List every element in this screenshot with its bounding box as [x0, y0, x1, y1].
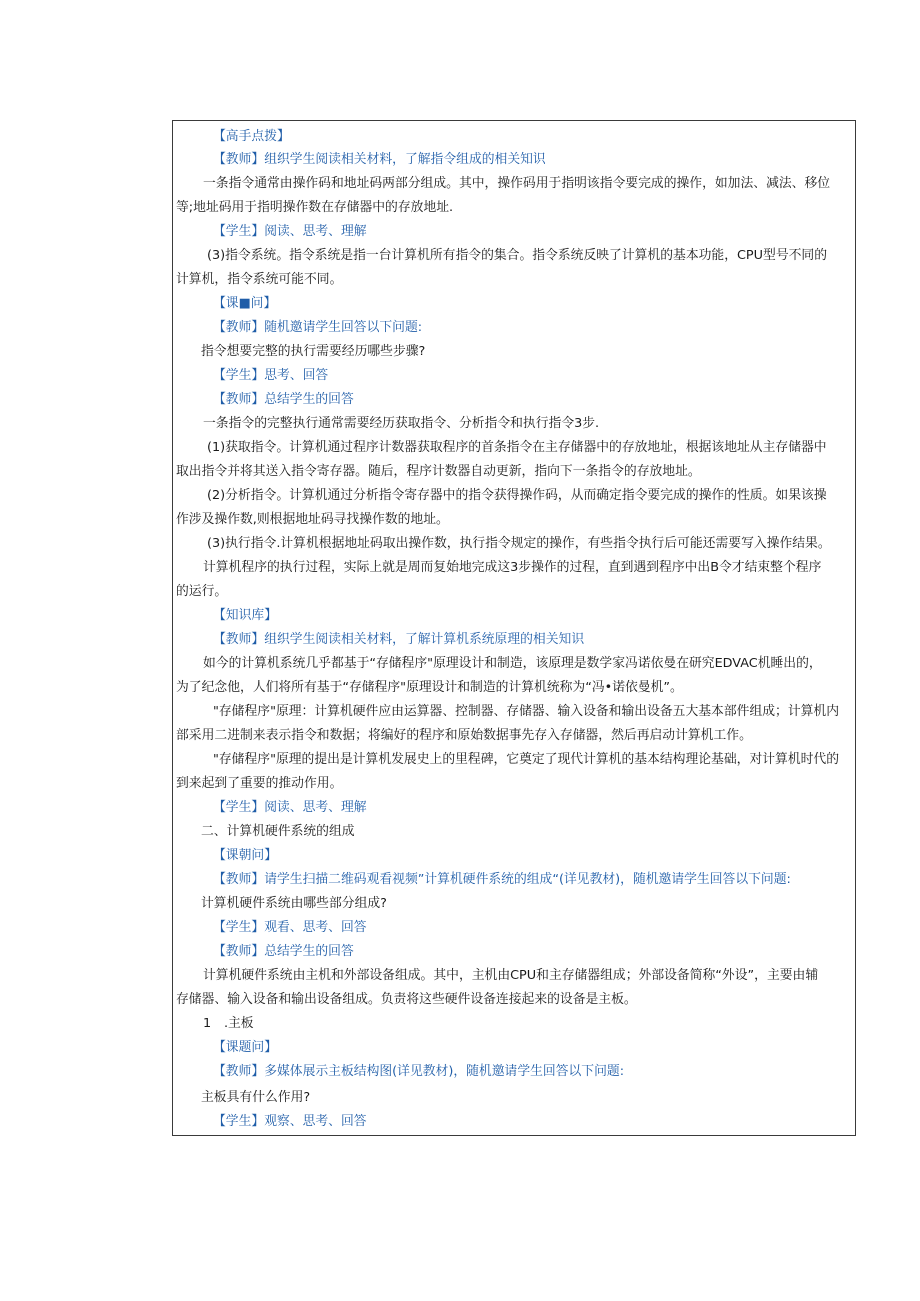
student-activity: 【学生】思考、回答: [213, 368, 329, 383]
question-line: 主板具有什么作用?: [201, 1090, 311, 1105]
teacher-instruction: 【教师】请学生扫描二维码观看视频”计算机硬件系统的组成“(详见教材)，随机邀请学生回答以下问题:: [213, 872, 791, 887]
paragraph-line: 作涉及操作数,则根据地址码寻找操作数的地址。: [176, 512, 449, 527]
teacher-instruction: 【教师】总结学生的回答: [213, 944, 354, 959]
teacher-instruction: 【教师】多媒体展示主板结构图(详见教材)，随机邀请学生回答以下问题:: [213, 1064, 624, 1079]
student-activity: 【学生】阅读、思考、理解: [213, 800, 367, 815]
paragraph-line: 部采用二进制来表示指令和数据；将编好的程序和原始数据事先存入存储器，然后再启动计算机工作。: [176, 728, 752, 743]
lesson-table-cell: [172, 120, 856, 1136]
subsection-heading: 1 .主板: [203, 1016, 254, 1031]
paragraph-line: 到来起到了重要的推动作用。: [176, 776, 343, 791]
paragraph-line: 一条指令的完整执行通常需要经历获取指令、分析指令和执行指令3步.: [203, 416, 600, 431]
paragraph-line: 存储器、输入设备和输出设备组成。负责将这些硬件设备连接起来的设备是主板。: [176, 992, 637, 1007]
section-heading: 二、计算机硬件系统的组成: [201, 824, 355, 839]
student-activity: 【学生】阅读、思考、理解: [213, 224, 367, 239]
paragraph-line: 等;地址码用于指明操作数在存储器中的存放地址.: [176, 200, 454, 215]
paragraph-line: (1)获取指令。计算机通过程序计数器获取程序的首条指令在主存储器中的存放地址，根据该地址从主存储器中: [207, 440, 827, 455]
teacher-instruction: 【教师】随机邀请学生回答以下问题:: [213, 320, 423, 335]
student-activity: 【学生】观察、思考、回答: [213, 1114, 367, 1129]
question-line: 指令想要完整的执行需要经历哪些步骤?: [201, 344, 426, 359]
paragraph-line: 计算机硬件系统由主机和外部设备组成。其中，主机由CPU和主存储器组成；外部设备简称“外设”，主要由辅: [203, 968, 819, 983]
paragraph-line: "存储程序"原理：计算机硬件应由运算器、控制器、存储器、输入设备和输出设备五大基本部件组成；计算机内: [213, 704, 840, 719]
paragraph-line: 计算机程序的执行过程，实际上就是周而复始地完成这3步操作的过程，直到遇到程序中出B令才结束整个程序: [203, 560, 822, 575]
teacher-instruction: 【教师】总结学生的回答: [213, 392, 354, 407]
paragraph-line: 为了纪念他，人们将所有基于“存储程序"原理设计和制造的计算机统称为“冯•诺依曼机”。: [176, 680, 683, 695]
paragraph-line: (3)指令系统。指令系统是指一台计算机所有指令的集合。指令系统反映了计算机的基本功能，CPU型号不同的: [207, 248, 828, 263]
teacher-instruction: 【教师】组织学生阅读相关材料，了解指令组成的相关知识: [213, 152, 546, 167]
paragraph-line: 取出指令并将其送入指令寄存器。随后，程序计数器自动更新，指向下一条指令的存放地址。: [176, 464, 701, 479]
section-tag-knowledge-base: 【知识库】: [213, 608, 277, 623]
paragraph-line: 的运行。: [176, 584, 228, 599]
paragraph-line: 一条指令通常由操作码和地址码两部分组成。其中，操作码用于指明该指令要完成的操作，如加法、减法、移位: [203, 176, 831, 191]
section-tag-expert-tips: 【高手点拨】: [213, 129, 290, 144]
paragraph-line: (3)执行指令.计算机根据地址码取出操作数，执行指令规定的操作，有些指令执行后可能还需要写入操作结果。: [207, 536, 831, 551]
student-activity: 【学生】观看、思考、回答: [213, 920, 367, 935]
paragraph-line: 如今的计算机系统几乎都基于“存储程序"原理设计和制造，该原理是数学家冯诺依曼在研究EDVAC机睡出的，: [203, 656, 822, 671]
teacher-instruction: 【教师】组织学生阅读相关材料，了解计算机系统原理的相关知识: [213, 632, 585, 647]
question-line: 计算机硬件系统由哪些部分组成?: [201, 896, 387, 911]
paragraph-line: (2)分析指令。计算机通过分析指令寄存器中的指令获得操作码，从而确定指令要完成的操作的性质。如果该操: [207, 488, 827, 503]
section-tag-class-question: 【课朝问】: [213, 848, 277, 863]
paragraph-line: 计算机，指令系统可能不同。: [176, 272, 343, 287]
paragraph-line: "存储程序"原理的提出是计算机发展史上的里程碑，它奠定了现代计算机的基本结构理论基础，对计算机时代的: [213, 752, 840, 767]
section-tag-class-question: 【课题问】: [213, 1040, 277, 1055]
section-tag-class-question: 【课■问】: [213, 296, 277, 311]
